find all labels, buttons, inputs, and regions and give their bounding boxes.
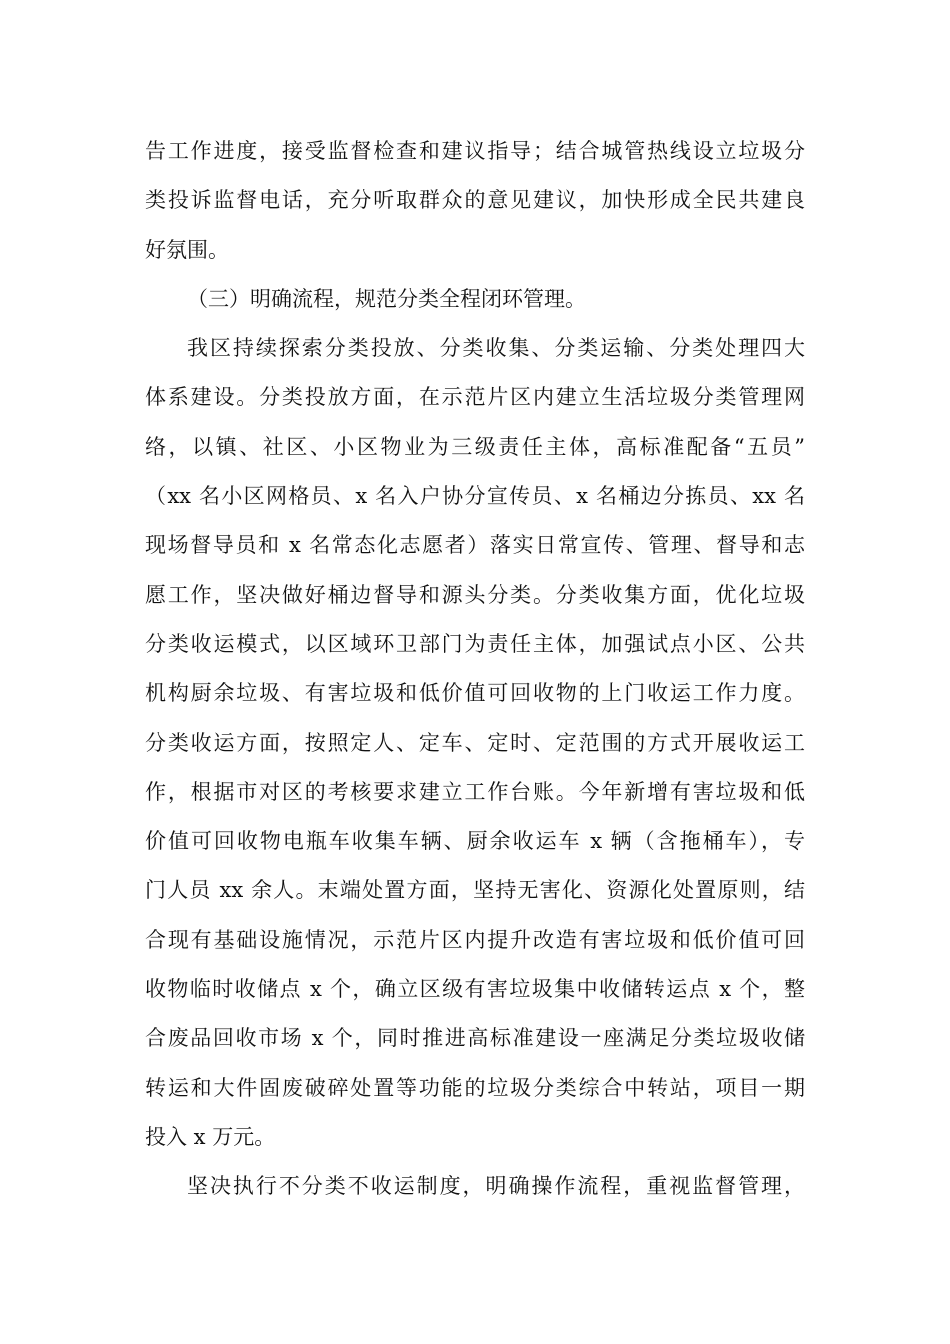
text-line: 分类收运模式，以区域环卫部门为责任主体，加强试点小区、公共 [145, 631, 805, 656]
text-line: 愿工作，坚决做好桶边督导和源头分类。分类收集方面，优化垃圾 [145, 582, 805, 607]
text-line: 络，以镇、社区、小区物业为三级责任主体，高标准配备“五员” [145, 434, 805, 459]
text-line: 体系建设。分类投放方面，在示范片区内建立生活垃圾分类管理网 [145, 385, 805, 410]
text-line: 我区持续探索分类投放、分类收集、分类运输、分类处理四大 [187, 336, 805, 361]
text-line: 合废品回收市场 x 个，同时推进高标准建设一座满足分类垃圾收储 [145, 1026, 805, 1051]
text-line: 合现有基础设施情况，示范片区内提升改造有害垃圾和低价值可回 [145, 927, 805, 952]
text-line: 收物临时收储点 x 个，确立区级有害垃圾集中收储转运点 x 个，整 [145, 977, 805, 1002]
text-line: 门人员 xx 余人。末端处置方面，坚持无害化、资源化处置原则，结 [145, 878, 805, 903]
text-line: 投入 x 万元。 [145, 1124, 276, 1149]
text-line: 坚决执行不分类不收运制度，明确操作流程，重视监督管理， [187, 1174, 805, 1199]
text-line: 转运和大件固废破碎处置等功能的垃圾分类综合中转站，项目一期 [145, 1075, 805, 1100]
text-line: 好氛围。 [145, 237, 229, 262]
text-line: 作，根据市对区的考核要求建立工作台账。今年新增有害垃圾和低 [145, 779, 805, 804]
text-line: 现场督导员和 x 名常态化志愿者）落实日常宣传、管理、督导和志 [145, 533, 805, 558]
text-line: 价值可回收物电瓶车收集车辆、厨余收运车 x 辆（含拖桶车），专 [145, 829, 805, 854]
text-line: 机构厨余垃圾、有害垃圾和低价值可回收物的上门收运工作力度。 [145, 681, 805, 706]
section-heading: （三）明确流程，规范分类全程闭环管理。 [187, 286, 586, 311]
text-line: 类投诉监督电话，充分听取群众的意见建议，加快形成全民共建良 [145, 188, 805, 213]
text-line: 分类收运方面，按照定人、定车、定时、定范围的方式开展收运工 [145, 730, 805, 755]
text-line: 告工作进度，接受监督检查和建议指导；结合城管热线设立垃圾分 [145, 139, 805, 163]
text-line: （xx 名小区网格员、x 名入户协分宣传员、x 名桶边分拣员、xx 名 [145, 484, 805, 509]
body-text [145, 127, 805, 1212]
